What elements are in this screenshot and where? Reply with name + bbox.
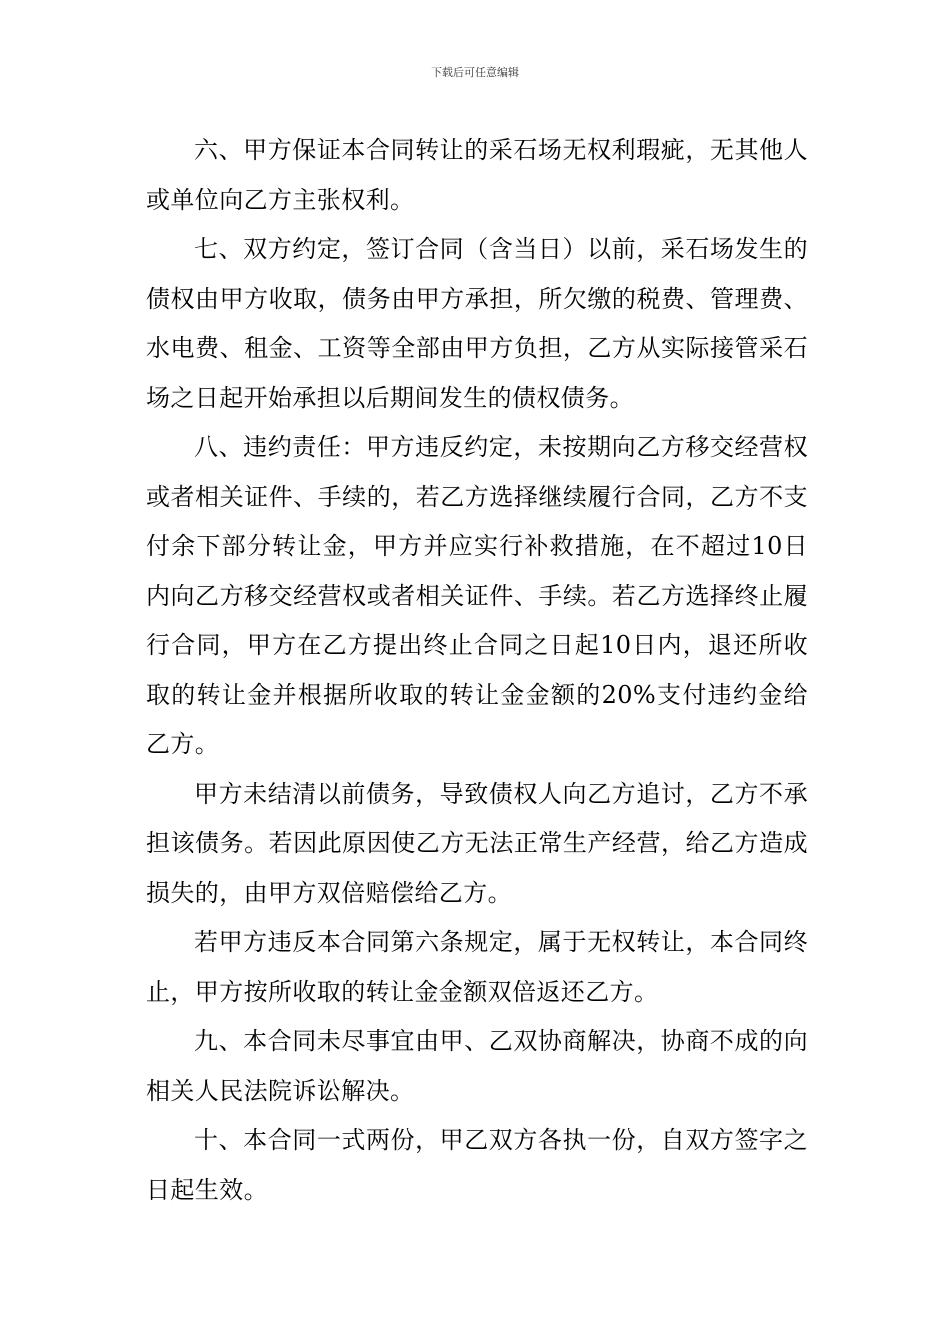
- clause-ten: 十、本合同一式两份，甲乙双方各执一份，自双方签字之日起生效。: [146, 1126, 808, 1204]
- clause-six: 六、甲方保证本合同转让的采石场无权利瑕疵，无其他人或单位向乙方主张权利。: [146, 136, 808, 214]
- clause-eight-debt-note: 甲方未结清以前债务，导致债权人向乙方追讨，乙方不承担该债务。若因此原因使乙方无法正常生产经营，给乙方造成损失的，由甲方双倍赔偿给乙方。: [146, 779, 808, 907]
- document-body: [146, 126, 808, 1215]
- clause-eight-unauthorized-transfer: 若甲方违反本合同第六条规定，属于无权转让，本合同终止，甲方按所收取的转让金金额双倍返还乙方。: [146, 928, 808, 1006]
- clause-seven: 七、双方约定，签订合同（含当日）以前，采石场发生的债权由甲方收取，债务由甲方承担，所欠缴的税费、管理费、水电费、租金、工资等全部由甲方负担，乙方从实际接管采石场之日起开始承担以后期间发生的债权债务。: [146, 235, 808, 412]
- clause-nine: 九、本合同未尽事宜由甲、乙双协商解决，协商不成的向相关人民法院诉讼解决。: [146, 1027, 808, 1105]
- clause-eight: 八、违约责任：甲方违反约定，未按期向乙方移交经营权或者相关证件、手续的，若乙方选择继续履行合同，乙方不支付余下部分转让金，甲方并应实行补救措施，在不超过10日内向乙方移交经营权或者相关证件、手续。若乙方选择终止履行合同，甲方在乙方提出终止合同之日起10日内，退还所收取的转让金并根据所收取的转让金金额的20%支付违约金给乙方。: [146, 433, 808, 758]
- page-header: 下载后可任意编辑: [431, 66, 519, 79]
